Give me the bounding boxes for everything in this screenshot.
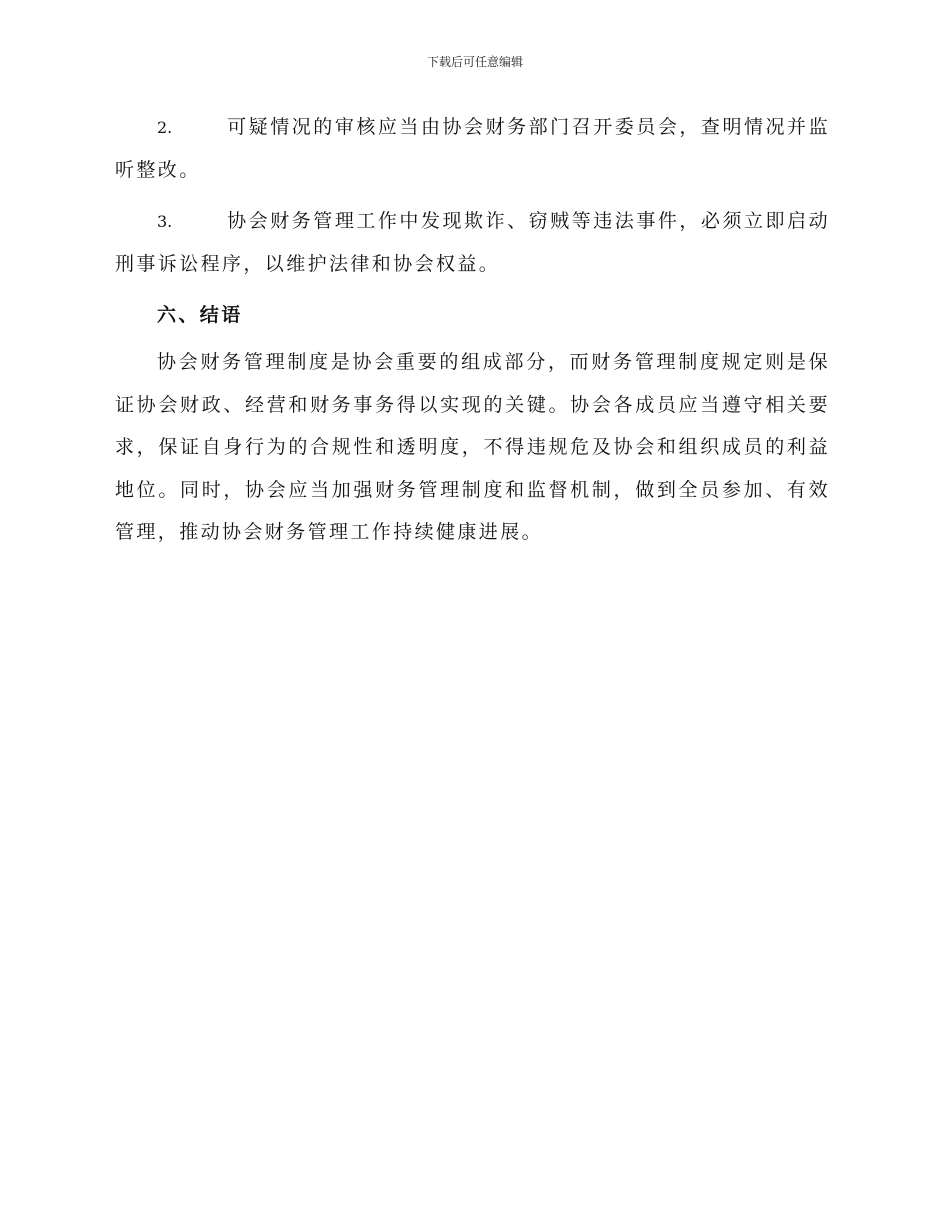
list-item-2 xyxy=(115,106,830,192)
list-item-text: 协会财务管理工作中发现欺诈、窃贼等违法事件，必须立即启动刑事诉讼程序，以维护法律和协会权益。 xyxy=(115,210,830,275)
list-item-3 xyxy=(115,200,830,286)
section-body: 协会财务管理制度是协会重要的组成部分，而财务管理制度规定则是保证协会财政、经营和财务事务得以实现的关键。协会各成员应当遵守相关要求，保证自身行为的合规性和透明度，不得违规危及协会和组织成员的利益地位。同时，协会应当加强财务管理制度和监督机制，做到全员参加、有效管理，推动协会财务管理工作持续健康进展。 xyxy=(115,351,830,543)
list-item-number: 2. xyxy=(157,118,173,137)
document-content xyxy=(115,106,830,554)
page-header: 下载后可任意编辑 xyxy=(426,55,523,69)
list-item-text: 可疑情况的审核应当由协会财务部门召开委员会，查明情况并监听整改。 xyxy=(115,116,830,181)
section-title: 六、结语 xyxy=(157,304,243,326)
list-item-number: 3. xyxy=(157,212,173,231)
